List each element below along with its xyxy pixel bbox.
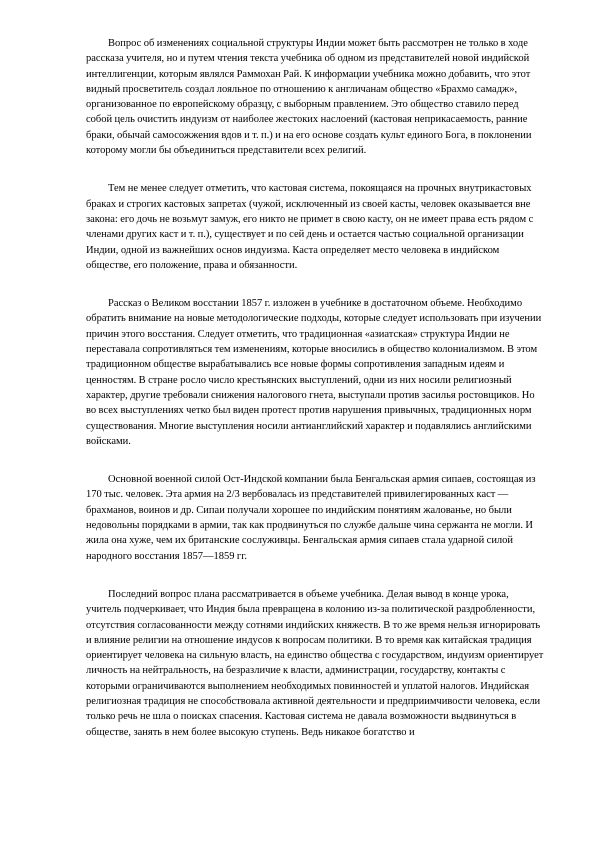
document-page [86, 36, 546, 740]
paragraph-2: Тем не менее следует отметить, что кастовая система, покоящаяся на прочных внутрикастовых браках и строгих кастовых запретах (чужой, исключенный из своей касты, человек оказывается вне закона: его дочь не возьмут замуж, его никто не примет в свою касту, он не имеет права есть рядом с членами других каст и т. п.), существует и по сей день и остается частью социальной организации Индии, одной из важнейших основ индуизма. Каста определяет место человека в индийском обществе, его положение, права и обязанности. [86, 183, 534, 271]
paragraph-1: Вопрос об изменениях социальной структуры Индии может быть рассмотрен не только в ходе рассказа учителя, но и путем чтения текста учебника об одном из представителей новой индийской интеллигенции, которым являлся Раммохан Рай. К информации учебника можно добавить, что этот видный просветитель создал лояльное по отношению к англичанам общество «Брахмо самадж», организованное по европейскому образцу, с выборным правлением. Это общество ставило перед собой цель очистить индуизм от наиболее жестоких наслоений (кастовая неприкасаемость, ранние браки, обычай самосожжения вдов и т. п.) и на его основе создать культ единого Бога, в поклонении которому могли бы объединиться представители всех религий. [86, 38, 532, 157]
paragraph-4: Основной военной силой Ост-Индской компании была Бенгальская армия сипаев, состоящая из 170 тыс. человек. Эта армия на 2/3 вербовалась из представителей привилегированных каст — брахманов, воинов и др. Сипаи получали хорошее по индийским понятиям жалованье, но были недовольны порядками в армии, так как продвинуться по службе дальше чина сержанта не могли. И жила она хуже, чем их британские сослуживцы. Бенгальская армия сипаев стала ударной силой народного восстания 1857—1859 гг. [86, 474, 536, 562]
paragraph-3: Рассказ о Великом восстании 1857 г. изложен в учебнике в достаточном объеме. Необходимо обратить внимание на новые методологические подходы, которые следует использовать при изучении причин этого восстания. Следует отметить, что традиционная «азиатская» структура Индии не переставала сопротивляться тем изменениям, которые вносились в общество колониализмом. В этом традиционном обществе вырабатывались все новые формы сопротивления западным идеям и ценностям. В стране росло число крестьянских выступлений, одни из них носили религиозный характер, другие требовали снижения налогового гнета, выступали против засилья ростовщиков. Но во всех выступлениях четко был виден протест против нарушения привычных, традиционных норм существования. Многие выступления носили антианглийский характер и подавлялись английскими войсками. [86, 298, 542, 447]
paragraph-5: Последний вопрос плана рассматривается в объеме учебника. Делая вывод в конце урока, учитель подчеркивает, что Индия была превращена в колонию из-за политической раздробленности, отсутствия согласованности между сотнями индийских княжеств. В то же время нельзя игнорировать и влияние религии на отношение индусов к вопросам политики. В то время как китайская традиция ориентирует человека на сильную власть, на единство общества с государством, индуизм ориентирует личность на нейтральность, на безразличие к власти, администрации, государству, контакты с которыми ограничиваются выполнением необходимых повинностей и уплатой налогов. Индийская религиозная традиция не способствовала активной деятельности и предприимчивости человека, если только речь не шла о поисках спасения. Кастовая система не давала возможности выдвинуться в обществе, занять в нем более высокую ступень. Ведь никакое богатство и [86, 588, 544, 738]
